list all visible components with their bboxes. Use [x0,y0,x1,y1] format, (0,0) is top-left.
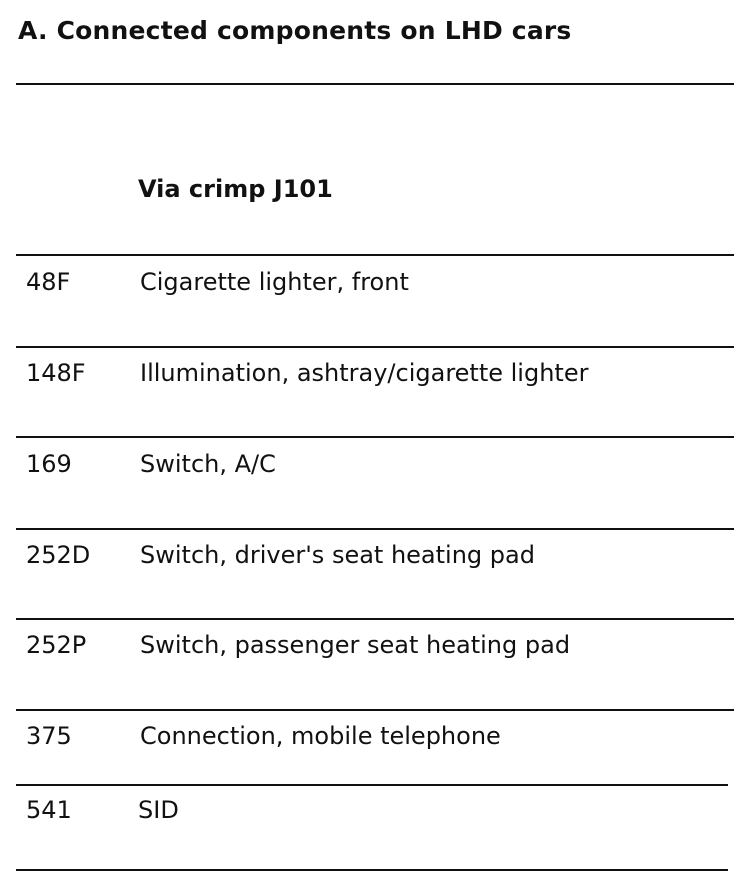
component-description: SID [138,796,179,824]
component-description: Switch, passenger seat heating pad [140,631,571,659]
row-divider [16,709,734,711]
component-description: Switch, driver's seat heating pad [140,541,535,569]
component-row [0,541,752,581]
component-code: 48F [26,268,71,296]
component-code: 169 [26,450,72,478]
component-description: Connection, mobile telephone [140,722,501,750]
component-description: Switch, A/C [140,450,276,478]
component-row [0,450,752,490]
component-description: Cigarette lighter, front [140,268,409,296]
component-code: 148F [26,359,86,387]
component-row [0,631,752,671]
component-code: 375 [26,722,72,750]
component-code: 541 [26,796,72,824]
section-subheading: Via crimp J101 [138,175,333,203]
row-divider [16,254,734,256]
component-row [0,359,752,399]
row-divider [16,528,734,530]
row-divider [16,618,734,620]
row-divider [16,784,728,786]
row-divider [16,436,734,438]
component-row [0,796,752,836]
component-code: 252D [26,541,91,569]
component-row [0,722,752,762]
component-code: 252P [26,631,87,659]
title-divider [16,83,734,85]
page-title: A. Connected components on LHD cars [18,16,572,45]
component-description: Illumination, ashtray/cigarette lighter [140,359,589,387]
component-row [0,268,752,308]
row-divider [16,869,728,871]
row-divider [16,346,734,348]
